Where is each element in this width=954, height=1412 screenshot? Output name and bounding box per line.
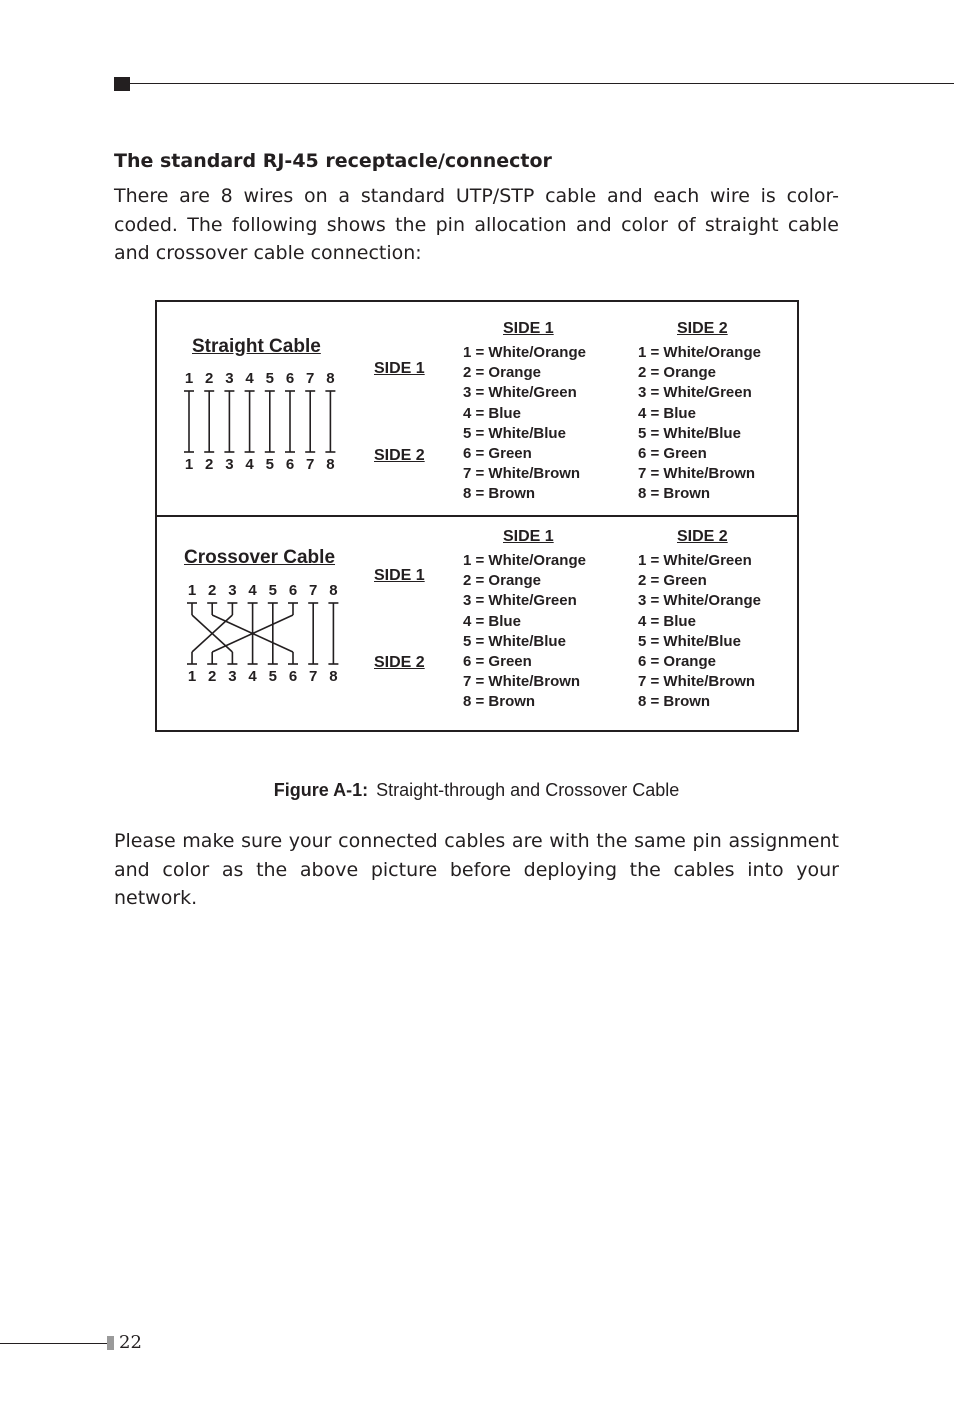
figure-caption-label: Figure A-1:: [273, 780, 369, 800]
crossover-top-pin-7: 7: [309, 582, 318, 599]
straight-side1-pin-1: 1 = White/Orange: [463, 344, 586, 361]
straight-side2-pin-5: 5 = White/Blue: [638, 424, 741, 442]
section-heading: The standard RJ-45 receptacle/connector: [114, 150, 552, 172]
crossover-bottom-pin-5: 5: [268, 668, 277, 685]
straight-side2-pin-4: 4 = Blue: [638, 404, 696, 422]
crossover-bottom-pin-8: 8: [329, 668, 338, 685]
crossover-side1-pin-8: 8 = Brown: [463, 693, 536, 711]
crossover-side1-pin-list: [463, 551, 586, 713]
crossover-bottom-pin-2: 2: [208, 668, 217, 685]
straight-bottom-pin-7: 7: [306, 456, 315, 473]
crossover-side2-pin-7: 7 = White/Brown: [638, 673, 756, 691]
straight-side1-pin-2: 2 = Orange: [463, 364, 541, 382]
crossover-top-pin-2: 2: [208, 582, 217, 599]
crossover-side2-pin-4: 4 = Blue: [638, 612, 696, 630]
crossover-side2-pin-2: 2 = Green: [638, 572, 707, 590]
closing-paragraph: Please make sure your connected cables are with the same pin assignment and color as the above picture before deploying the cables into your network.: [114, 830, 839, 909]
straight-column-side2-header: SIDE 2: [677, 320, 728, 337]
crossover-top-pin-6: 6: [288, 582, 298, 599]
straight-side2-pin-2: 2 = Orange: [638, 364, 716, 382]
crossover-column-side1-header: SIDE 1: [503, 528, 554, 545]
crossover-side2-pin-6: 6 = Orange: [638, 653, 716, 671]
crossover-top-pin-4: 4: [248, 582, 257, 599]
crossover-side2-pin-1: 1 = White/Green: [638, 552, 752, 569]
crossover-side2-pin-8: 8 = Brown: [638, 693, 711, 711]
crossover-side1-pin-4: 4 = Blue: [463, 612, 521, 630]
crossover-bottom-pin-7: 7: [309, 668, 318, 685]
crossover-top-pin-8: 8: [329, 582, 338, 599]
straight-bottom-pin-3: 3: [225, 456, 234, 473]
figure-caption-text: Straight-through and Crossover Cable: [376, 780, 680, 800]
figure-caption: [114, 778, 839, 802]
straight-side1-pin-5: 5 = White/Blue: [463, 424, 566, 442]
crossover-side1-pin-5: 5 = White/Blue: [463, 632, 566, 650]
straight-top-pin-4: 4: [245, 370, 254, 387]
crossover-bottom-pin-6: 6: [288, 668, 298, 685]
straight-top-pin-7: 7: [306, 370, 315, 387]
straight-side1-pin-6: 6 = Green: [463, 445, 532, 463]
crossover-side2-pin-5: 5 = White/Blue: [638, 632, 741, 650]
straight-column-side1-header: SIDE 1: [503, 320, 554, 337]
crossover-bottom-pin-3: 3: [228, 668, 237, 685]
crossover-side1-pin-1: 1 = White/Orange: [463, 552, 586, 569]
straight-side2-pin-1: 1 = White/Orange: [638, 344, 761, 361]
crossover-cable-title: Crossover Cable: [184, 547, 336, 568]
straight-bottom-pin-5: 5: [265, 456, 274, 473]
straight-side1-pin-7: 7 = White/Brown: [463, 465, 581, 483]
crossover-top-pin-5: 5: [268, 582, 277, 599]
straight-bottom-pin-6: 6: [285, 456, 295, 473]
crossover-top-pin-3: 3: [228, 582, 237, 599]
straight-cable-title: Straight Cable: [192, 336, 321, 357]
footer-mark: [107, 1336, 114, 1350]
crossover-side1-pin-6: 6 = Green: [463, 653, 532, 671]
crossover-column-side2-header: SIDE 2: [677, 528, 728, 545]
straight-top-pin-6: 6: [285, 370, 295, 387]
crossover-side1-pin-2: 2 = Orange: [463, 572, 541, 590]
straight-top-pin-2: 2: [205, 370, 214, 387]
straight-bottom-pin-2: 2: [205, 456, 214, 473]
straight-top-pin-8: 8: [326, 370, 335, 387]
footer-rule: [0, 1343, 108, 1344]
page-number: 22: [119, 1332, 142, 1353]
straight-side2-pin-6: 6 = Green: [638, 445, 707, 463]
straight-row-side1-label: SIDE 1: [374, 360, 425, 377]
straight-side2-pin-3: 3 = White/Green: [638, 384, 752, 402]
crossover-side1-pin-7: 7 = White/Brown: [463, 673, 581, 691]
straight-top-pin-5: 5: [265, 370, 274, 387]
header-rule: [130, 83, 954, 84]
crossover-top-pin-1: 1: [187, 582, 197, 599]
crossover-row-side2-label: SIDE 2: [374, 654, 425, 671]
straight-top-pin-3: 3: [225, 370, 234, 387]
straight-bottom-pin-1: 1: [184, 456, 194, 473]
intro-paragraph: There are 8 wires on a standard UTP/STP cable and each wire is color-coded. The following shows the pin allocation and color of straight cable and crossover cable connection:: [114, 185, 839, 264]
crossover-side1-pin-3: 3 = White/Green: [463, 592, 577, 610]
header-square-mark: [114, 77, 130, 91]
crossover-bottom-pin-1: 1: [187, 668, 197, 685]
straight-side1-pin-8: 8 = Brown: [463, 485, 536, 503]
crossover-side2-pin-list: [638, 551, 761, 713]
crossover-row-side1-label: SIDE 1: [374, 567, 425, 584]
crossover-side2-pin-3: 3 = White/Orange: [638, 592, 761, 610]
straight-bottom-pin-4: 4: [245, 456, 254, 473]
cable-figure: [155, 300, 799, 732]
straight-side2-pin-8: 8 = Brown: [638, 485, 711, 503]
crossover-bottom-pin-4: 4: [248, 668, 257, 685]
straight-bottom-pin-8: 8: [326, 456, 335, 473]
straight-side1-pin-4: 4 = Blue: [463, 404, 521, 422]
straight-side1-pin-3: 3 = White/Green: [463, 384, 577, 402]
straight-top-pin-1: 1: [184, 370, 194, 387]
straight-side2-pin-7: 7 = White/Brown: [638, 465, 756, 483]
straight-row-side2-label: SIDE 2: [374, 447, 425, 464]
